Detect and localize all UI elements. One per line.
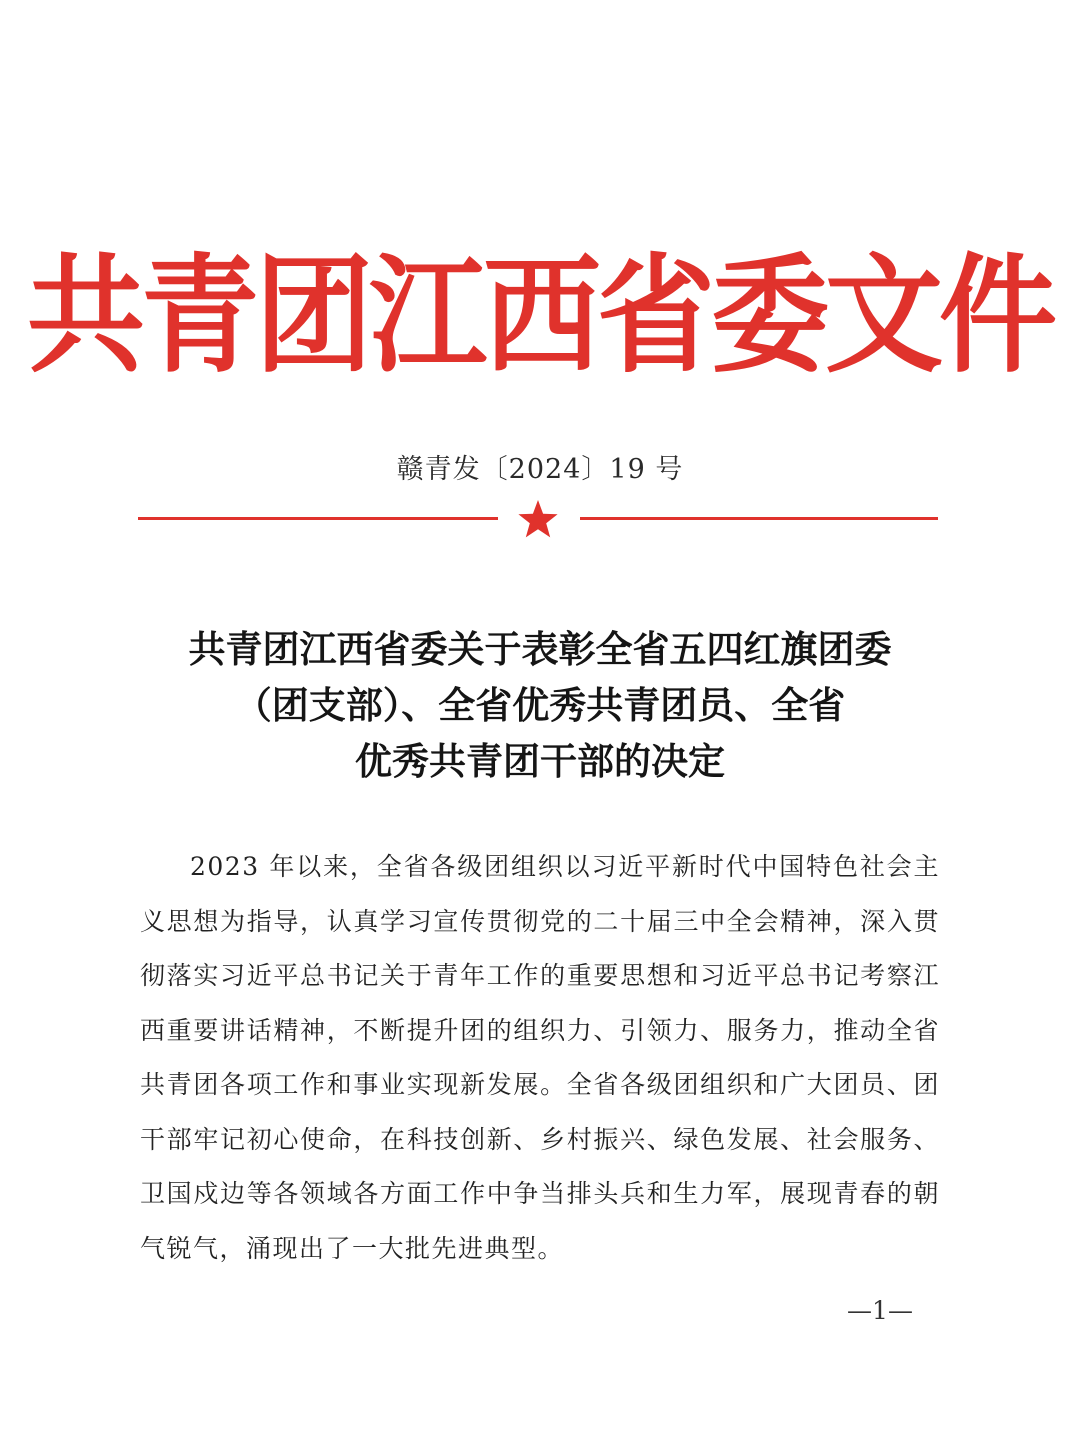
body-paragraph: 2023 年以来，全省各级团组织以习近平新时代中国特色社会主义思想为指导，认真学习宣传贯彻党的二十届三中全会精神，深入贯彻落实习近平总书记关于青年工作的重要思想和习近平总书记考察江西重要讲话精神，不断提升团的组织力、引领力、服务力，推动全省共青团各项工作和事业实现新发展。全省各级团组织和广大团员、团干部牢记初心使命，在科技创新、乡村振兴、绿色发展、社会服务、卫国戍边等各领域各方面工作中争当排头兵和生力军，展现青春的朝气锐气，涌现出了一大批先进典型。 [140,852,940,1263]
title-line: （团支部）、全省优秀共青团员、全省 [234,684,846,727]
page-number: —1— [847,1296,913,1325]
divider-line-right [580,517,938,520]
document-number: 赣青发〔2024〕19 号 [396,454,684,485]
masthead-title: 共青团江西省委文件 [26,240,1053,390]
title-line: 共青团江西省委关于表彰全省五四红旗团委 [188,628,892,671]
star-icon [516,498,560,542]
title-line: 优秀共青团干部的决定 [355,740,725,783]
document-title [100,622,980,790]
divider-line-left [138,517,498,520]
red-divider [138,498,938,542]
